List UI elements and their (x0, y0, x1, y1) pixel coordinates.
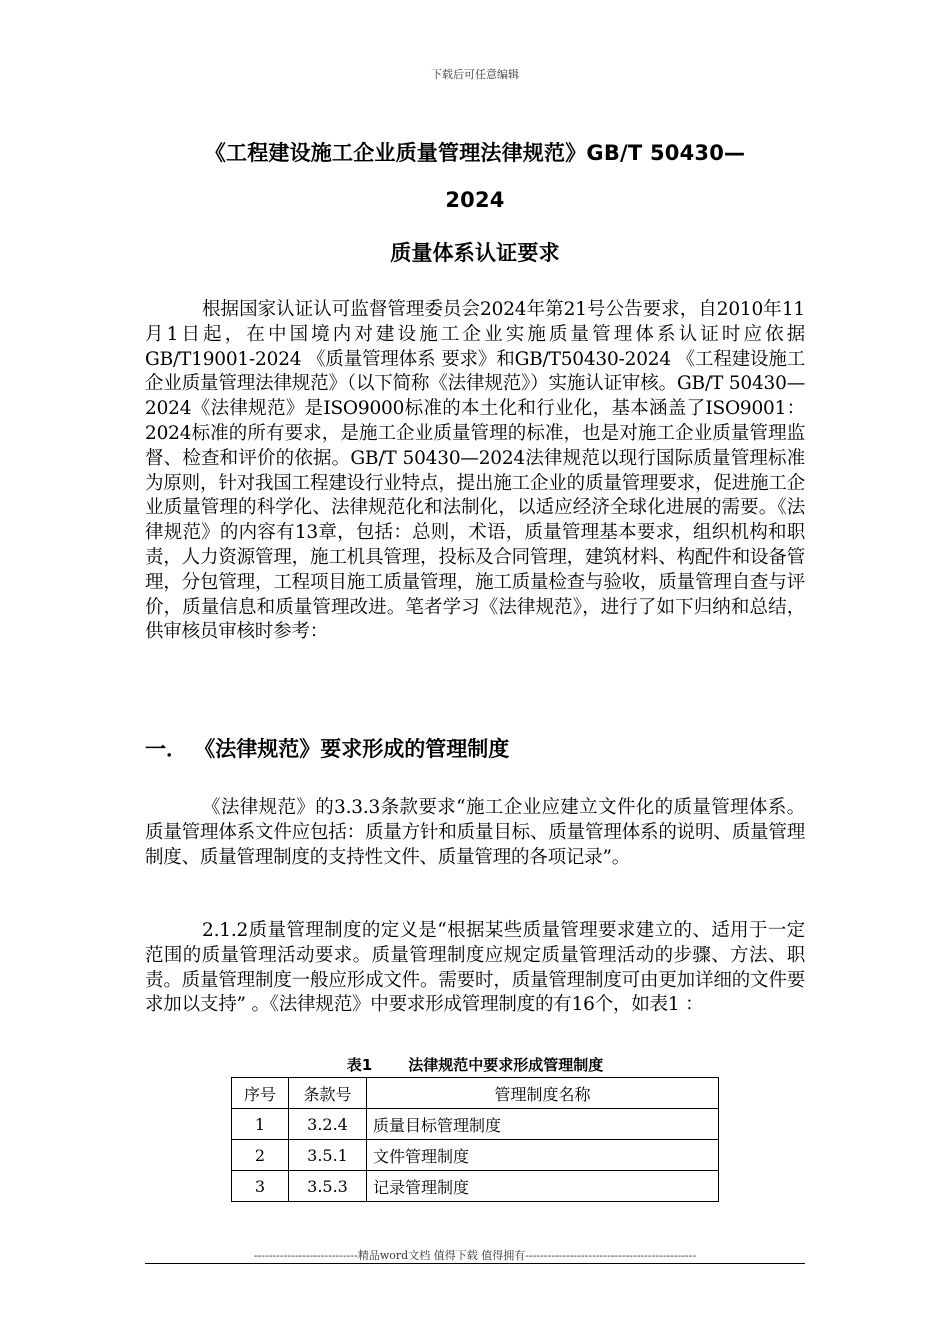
table-caption-title: 法律规范中要求形成管理制度 (408, 1056, 604, 1074)
section-1-heading: 一． 《法律规范》要求形成的管理制度 (145, 737, 510, 761)
table-row (232, 1171, 719, 1202)
cell-rule-name: 记录管理制度 (367, 1171, 719, 1202)
section-1-paragraph-2: 2.1.2质量管理制度的定义是“根据某些质量管理要求建立的、适用于一定范围的质量管理活动要求。质量管理制度应规定质量管理活动的步骤、方法、职责。质量管理制度一般应形成文件。需要时，质量管理制度可由更加详细的文件要求加以支持” 。《法律规范》中要求形成管理制度的有16个，如表1 ： (145, 920, 805, 1016)
document-title-line-1: 《工程建设施工企业质量管理法律规范》GB/T 50430— (204, 141, 746, 165)
document-title-line-2: 2024 (445, 188, 505, 212)
footer-text: ----------------------------精品word文档 值得下载 值得拥有---------------------------------------------- (253, 1249, 697, 1262)
table-row (232, 1140, 719, 1171)
header-note: 下载后可任意编辑 (431, 68, 519, 81)
intro-paragraph: 根据国家认证认可监督管理委员会2024年第21号公告要求，自2010年11月1日起，在中国境内对建设施工企业实施质量管理体系认证时应依据GB/T19001-2024 《质量管理体系 要求》和GB/T50430-2024 《工程建设施工企业质量管理法律规范》（以下简称《法律规范》）实施认证审核。GB/T 50430—2024《法律规范》是ISO9000标准的本土化和行业化，基本涵盖了ISO9001：2024标准的所有要求，是施工企业质量管理的标准，也是对施工企业质量管理监督、检查和评价的依据。GB/T 50430—2024法律规范以现行国际质量管理标准为原则，针对我国工程建设行业特点，提出施工企业的质量管理要求，促进施工企业质量管理的科学化、法律规范化和法制化，以适应经济全球化进展的需要。《法律规范》的内容有13章，包括：总则，术语，质量管理基本要求，组织机构和职责，人力资源管理，施工机具管理，投标及合同管理，建筑材料、构配件和设备管理，分包管理，工程项目施工质量管理，施工质量检查与验收，质量管理自查与评价，质量信息和质量管理改进。笔者学习《法律规范》，进行了如下归纳和总结，供审核员审核时参考： (145, 299, 805, 643)
cell-clause: 3.5.3 (289, 1171, 367, 1202)
table-caption (0, 1054, 950, 1075)
header-cell-clause: 条款号 (289, 1078, 367, 1109)
table-row (232, 1109, 719, 1140)
cell-index: 1 (232, 1109, 289, 1140)
cell-clause: 3.5.1 (289, 1140, 367, 1171)
header-cell-rule-name: 管理制度名称 (367, 1078, 719, 1109)
table-header-row (232, 1078, 719, 1109)
table-caption-number: 表1 (346, 1056, 373, 1074)
header-cell-index: 序号 (232, 1078, 289, 1109)
management-rules-table (231, 1077, 719, 1202)
cell-index: 3 (232, 1171, 289, 1202)
cell-rule-name: 质量目标管理制度 (367, 1109, 719, 1140)
section-1-paragraph-1: 《法律规范》的3.3.3条款要求“施工企业应建立文件化的质量管理体系。质量管理体系文件应包括：质量方针和质量目标、质量管理体系的说明、质量管理制度、质量管理制度的支持性文件、质量管理的各项记录”。 (145, 797, 805, 868)
cell-rule-name: 文件管理制度 (367, 1140, 719, 1171)
footer-divider (145, 1263, 805, 1264)
cell-index: 2 (232, 1140, 289, 1171)
cell-clause: 3.2.4 (289, 1109, 367, 1140)
document-subtitle: 质量体系认证要求 (390, 241, 560, 265)
